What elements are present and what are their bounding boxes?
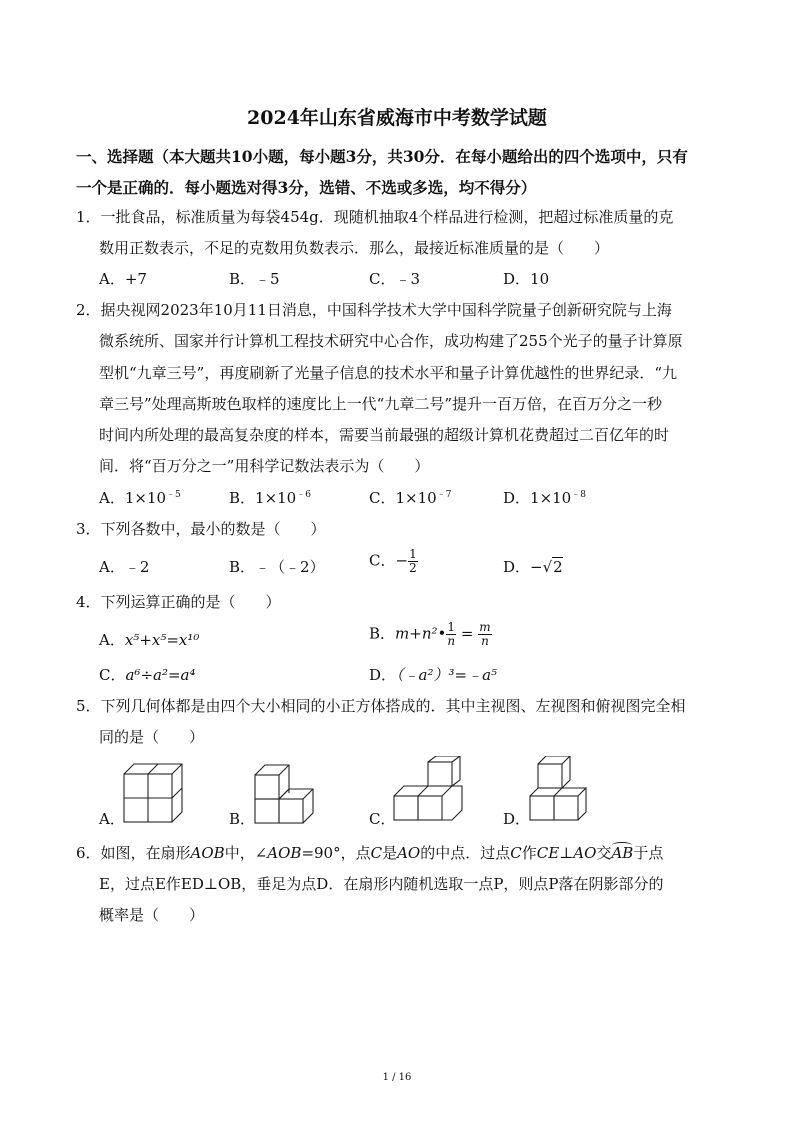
section-heading-line1: 一、选择题（本大题共10小题，每小题3分，共30分．在每小题给出的四个选项中，只有	[76, 147, 688, 166]
page-title: 2024年山东省威海市中考数学试题	[247, 107, 547, 129]
q2-stem-line5: 时间内所处理的最高复杂度的样本，需要当前最强的超级计算机花费超过二百亿年的时	[99, 426, 670, 444]
q5-option-d-label: D．	[503, 810, 531, 828]
q5-figure-b	[253, 763, 317, 827]
q2-stem-line1: 2．据央视网2023年10月11日消息，中国科学技术大学中国科学院量子创新研究院与上海	[76, 301, 672, 319]
q3-option-d: D．−√2	[503, 558, 563, 576]
q3-option-a: A．﹣2	[99, 558, 150, 576]
q1-option-c: C．﹣3	[369, 270, 421, 288]
q4-stem: 4．下列运算正确的是（ ）	[76, 593, 281, 611]
q6-stem-line2: E，过点E作ED⊥OB，垂足为点D．在扇形内随机选取一点P，则点P落在阴影部分的	[99, 875, 664, 893]
q2-stem-line4: 章三号”处理高斯玻色取样的速度比上一代“九章二号”提升一百万倍，在百万分之一秒	[99, 395, 663, 413]
q5-figure-c	[392, 756, 466, 826]
q4-option-c: C．a⁶÷a²=a⁴	[99, 666, 196, 684]
q5-option-b-label: B．	[229, 810, 256, 828]
q6-stem-line3: 概率是（ ）	[99, 906, 205, 924]
q2-option-a: A．$1\times 10^{﹣5}$	[99, 489, 181, 507]
q2-option-b: B．$1\times 10^{﹣6}$	[229, 489, 311, 507]
q2-stem-line3: 型机“九章三号”，再度刷新了光量子信息的技术水平和量子计算优越性的世界纪录．“九	[99, 364, 678, 382]
q1-option-d: D．10	[503, 270, 550, 288]
q5-stem-line1: 5．下列几何体都是由四个大小相同的小正方体搭成的．其中主视图、左视图和俯视图完全相	[76, 697, 686, 715]
q1-option-b: B．﹣5	[229, 270, 280, 288]
section-heading-line2: 一个是正确的．每小题选对得3分，选错、不选或多选，均不得分）	[76, 178, 537, 197]
q5-stem-line2: 同的是（ ）	[99, 728, 205, 746]
q3-option-b: B．﹣（﹣2）	[229, 558, 325, 576]
q1-option-a: A．+7	[99, 270, 147, 288]
q2-option-d: D．$1\times 10^{﹣8}$	[503, 489, 586, 507]
q5-option-c-label: C．	[369, 810, 396, 828]
q2-option-c: C．$1\times 10^{﹣7}$	[369, 489, 452, 507]
q1-stem-line2: 数用正数表示，不足的克数用负数表示．那么，最接近标准质量的是（ ）	[99, 239, 610, 257]
q3-stem: 3．下列各数中，最小的数是（ ）	[76, 520, 326, 538]
q1-stem-line1: 1．一批食品，标准质量为每袋454g．现随机抽取4个样品进行检测，把超过标准质量的克	[76, 208, 674, 226]
q2-stem-line2: 微系统所、国家并行计算机工程技术研究中心合作，成功构建了255个光子的量子计算原	[99, 332, 683, 350]
page-number: 1 / 16	[382, 1072, 412, 1083]
q2-stem-line6: 间．将“百万分之一”用科学记数法表示为（ ）	[99, 457, 430, 475]
q5-option-a-label: A．	[99, 810, 125, 828]
q5-figure-d	[528, 756, 590, 826]
q3-option-c: C．− $\frac{1}{2}$	[369, 547, 417, 575]
q4-option-a: A．x⁵+x⁵=x¹⁰	[99, 631, 200, 649]
q4-option-d: D．（﹣a²）³=﹣a⁵	[369, 666, 498, 684]
q4-option-b: B．m+n²• $\frac{1}{n}$ = $\frac{m}{n}$	[369, 620, 491, 648]
q6-stem-line1: 6．如图，在扇形AOB中，∠AOB=90°，点C是AO的中点．过点C作CE⊥AO交AB于点	[76, 844, 664, 862]
q5-figure-a	[122, 760, 184, 826]
